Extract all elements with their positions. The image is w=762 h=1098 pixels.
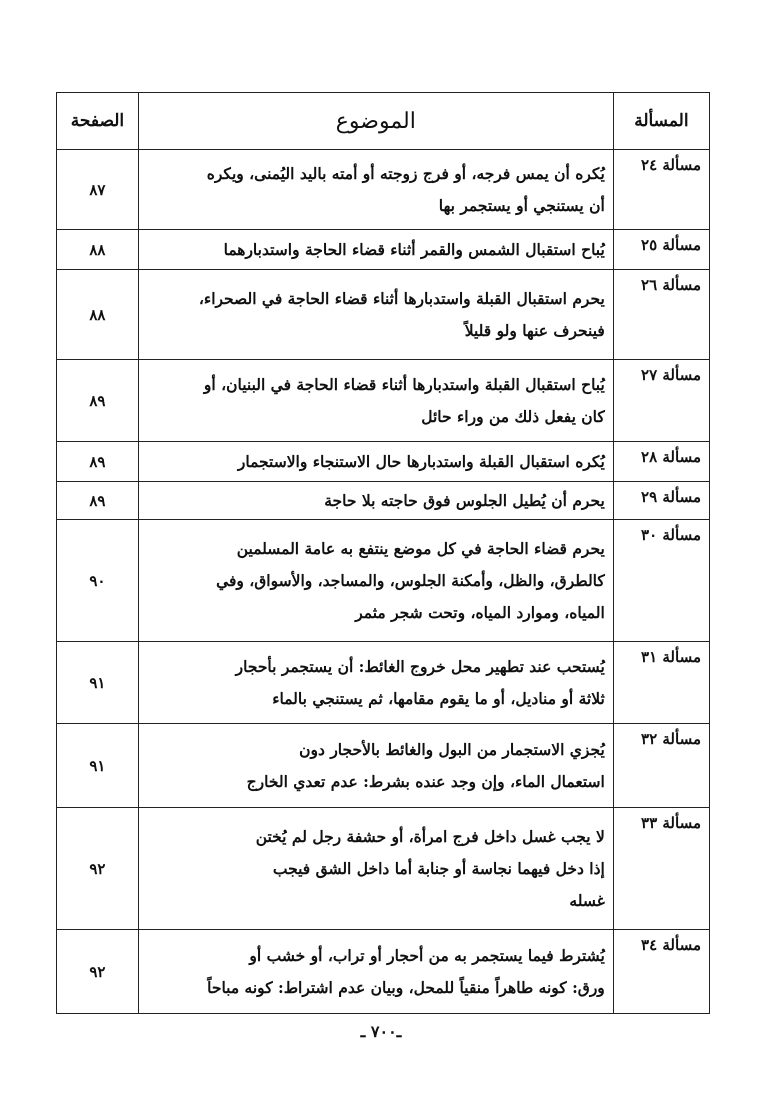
page-ref: ٨٧ [57, 150, 139, 230]
table-row [57, 724, 710, 808]
issue-topic [138, 520, 613, 642]
page-ref: ٩١ [57, 642, 139, 724]
page-ref: ٨٨ [57, 270, 139, 360]
topic-line: يُشترط فيما يستجمر به من أحجار أو تراب، أو خشب أو [249, 945, 605, 965]
page-ref: ٨٩ [57, 442, 139, 482]
table-row [57, 230, 710, 270]
issue-number: مسألة ٢٧ [613, 360, 709, 442]
page-ref: ٨٩ [57, 360, 139, 442]
topic-line: فينحرف عنها ولو قليلاً [464, 320, 605, 340]
topic-line: يُجزي الاستجمار من البول والغائط بالأحجار دون [299, 739, 605, 759]
topic-line: كالطرق، والظل، وأمكنة الجلوس، والمساجد، والأسواق، وفي [216, 570, 605, 590]
header-topic: الموضوع [138, 93, 613, 150]
issue-topic [138, 150, 613, 230]
topic-line: غسله [569, 890, 605, 910]
table-row [57, 270, 710, 360]
topic-line: إذا دخل فيهما نجاسة أو جنابة أما داخل الشق فيجب [272, 858, 605, 878]
issue-number: مسألة ٣٤ [613, 930, 709, 1014]
issue-topic [138, 442, 613, 482]
issue-number: مسألة ٢٤ [613, 150, 709, 230]
table-header-row [57, 93, 710, 150]
topic-line: يحرم استقبال القبلة واستدبارها أثناء قضاء الحاجة في الصحراء، [198, 288, 605, 308]
index-table-wrapper [56, 92, 710, 1014]
issue-number: مسألة ٣١ [613, 642, 709, 724]
issue-topic [138, 270, 613, 360]
topic-line: المياه، وموارد المياه، وتحت شجر مثمر [355, 602, 605, 622]
table-row [57, 642, 710, 724]
issue-topic [138, 930, 613, 1014]
header-issue: المسألة [613, 93, 709, 150]
issue-number: مسألة ٢٦ [613, 270, 709, 360]
page-ref: ٩٢ [57, 930, 139, 1014]
header-page: الصفحة [57, 93, 139, 150]
topic-line: ثلاثة أو مناديل، أو ما يقوم مقامها، ثم يستنجي بالماء [272, 688, 605, 708]
table-row [57, 808, 710, 930]
page-ref: ٩١ [57, 724, 139, 808]
topic-line: يُكره استقبال القبلة واستدبارها حال الاستنجاء والاستجمار [237, 451, 605, 471]
table-row [57, 482, 710, 520]
page-ref: ٨٩ [57, 482, 139, 520]
topic-line: يحرم أن يُطيل الجلوس فوق حاجته بلا حاجة [324, 490, 605, 510]
issue-number: مسألة ٣٠ [613, 520, 709, 642]
issue-topic [138, 724, 613, 808]
topic-line: لا يجب غسل داخل فرج امرأة، أو حشفة رجل لم يُختن [255, 826, 605, 846]
topic-line: ورق: كونه طاهراً منقياً للمحل، وبيان عدم اشتراط: كونه مباحاً [207, 977, 605, 997]
issue-number: مسألة ٣٣ [613, 808, 709, 930]
issue-topic [138, 230, 613, 270]
table-row [57, 360, 710, 442]
topic-line: يحرم قضاء الحاجة في كل موضع ينتفع به عامة المسلمين [236, 538, 605, 558]
topic-line: استعمال الماء، وإن وجد عنده بشرط: عدم تعدي الخارج [246, 771, 605, 791]
page-ref: ٨٨ [57, 230, 139, 270]
issue-topic [138, 642, 613, 724]
topic-line: كان يفعل ذلك من وراء حائل [421, 406, 605, 426]
issue-number: مسألة ٢٨ [613, 442, 709, 482]
page-ref: ٩٠ [57, 520, 139, 642]
table-row [57, 442, 710, 482]
page-ref: ٩٢ [57, 808, 139, 930]
topic-line: يُستحب عند تطهير محل خروج الغائط: أن يستجمر بأحجار [235, 656, 605, 676]
issue-topic [138, 360, 613, 442]
topic-line: يُكره أن يمس فرجه، أو فرج زوجته أو أمته باليد اليُمنى، ويكره [206, 163, 605, 183]
issue-topic [138, 808, 613, 930]
index-table [56, 92, 710, 1014]
table-row [57, 520, 710, 642]
table-row [57, 930, 710, 1014]
table-row [57, 150, 710, 230]
topic-line: يُباح استقبال القبلة واستدبارها أثناء قضاء الحاجة في البنيان، أو [203, 374, 605, 394]
topic-line: يُباح استقبال الشمس والقمر أثناء قضاء الحاجة واستدبارهما [223, 239, 605, 259]
issue-number: مسألة ٣٢ [613, 724, 709, 808]
issue-number: مسألة ٢٥ [613, 230, 709, 270]
issue-number: مسألة ٢٩ [613, 482, 709, 520]
topic-line: أن يستنجي أو يستجمر بها [438, 195, 605, 215]
page-number: ـ٧٠٠ ـ [360, 1022, 402, 1041]
issue-topic [138, 482, 613, 520]
